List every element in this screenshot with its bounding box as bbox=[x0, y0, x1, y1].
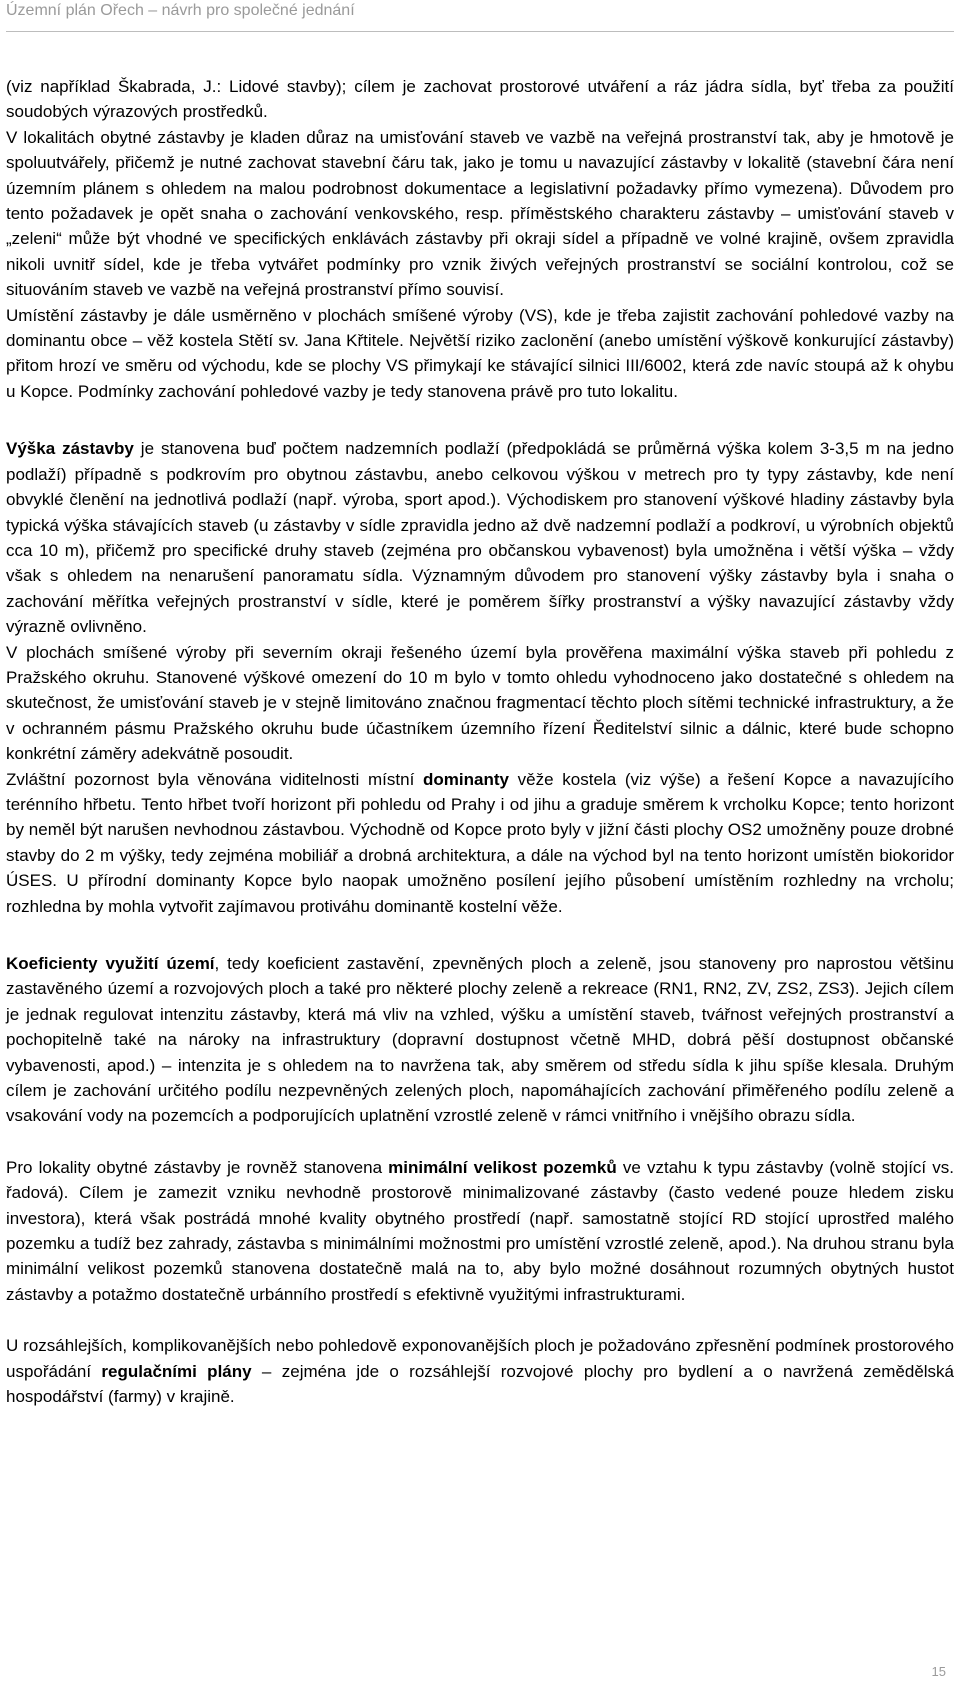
paragraph-coefficients-text: , tedy koeficient zastavění, zpevněných ploch a zeleně, jsou stanoveny pro naprostou většinu zastavěného území a rozvojových ploch a také pro některé plochy zeleně a rekreace (RN1, RN2, ZV, ZS2, ZS3). Jejich cílem je jednak regulovat intenzitu zástavby, která má vliv na vzhled, výšku a umístění staveb, tvářnost veřejných prostranství a pochopitelně také na nároky na infrastruktury (dopravní dostupnost včetně MHD, dobrá pěší dostupnost občanské vybavenosti, apod.) – intenzita je s ohledem na to navržena tak, aby směrem od středu sídla k jihu spíše klesala. Druhým cílem je zachování určitého podílu nezpevněných zelených ploch, napomáhajících zachování přiměřeného podílu zeleně a vsakování vody na pozemcích a podporujících uplatnění vzrostlé zeleně v rámci vnitřního i vnějšího obrazu sídla. bbox=[6, 954, 954, 1126]
document-body bbox=[6, 74, 954, 1410]
paragraph-mixed-production: V plochách smíšené výroby při severním okraji řešeného území byla prověřena maximální výška staveb při pohledu z Pražského okruhu. Stanovené výškové omezení do 10 m bylo v tomto ohledu vyhodnoceno jako dostatečné s ohledem na skutečnost, že umisťování staveb je v stejně limitováno značnou fragmentací těchto ploch sítěmi technické infrastruktury, a že v ochranném pásmu Pražského okruhu bude účastníkem územního řízení Ředitelství silnic a dálnic, které bude schopno konkrétní záměry adekvátně posoudit. bbox=[6, 642, 954, 764]
paragraph-building-placement: V lokalitách obytné zástavby je kladen důraz na umisťování staveb ve vazbě na veřejná prostranství tak, aby je hmotově je spoluutvářely, přičemž je nutné zachovat stavební čáru tak, jako je tomu u navazující zástavby v lokalitě (stavební čára není územním plánem s ohledem na malou podrobnost dokumentace a legislativní požadavky přímo vymezena). Důvodem pro tento požadavek je opět snaha o zachování venkovského, resp. příměstského charakteru zástavby – umisťování staveb v „zeleni“ může být vhodné ve specifických enklávách zástavby při okraji sídel a případně ve volné krajině, ovšem zpravidla nikoli uvnitř sídel, kde je třeba vytvářet podmínky pro vznik živých veřejných prostranství se sociální kontrolou, což se situováním staveb ve vazbě na veřejná prostranství přímo souvisí. bbox=[6, 127, 954, 300]
paragraph-dominants bbox=[6, 767, 954, 919]
paragraph-dominants-lead: Zvláštní pozornost byla věnována viditelnosti místní bbox=[6, 769, 424, 789]
page-number: 15 bbox=[931, 1664, 946, 1679]
paragraph-plot-size-text: ve vztahu k typu zástavby (volně stojící vs. řadová). Cílem je zamezit vzniku nevhodně prostorově minimalizované zástavby (často vedené pouze hledem zisku investora), která však postrádá mnohé kvality obytného prostředí (např. samostatně stojící RD stojící uprostřed malého pozemku a tudíž bez zahrady, zástavba s minimálními možnostmi pro umístění vzrostlé zeleně, apod.). Na druhou stranu byla minimální velikost pozemků stanovena dostatečně malá na to, aby bylo možné dosáhnout rozumných obytných hustot zástavby a potažmo dostatečně urbánního prostředí s efektivně využitými infrastrukturami. bbox=[6, 1157, 954, 1304]
header-divider bbox=[6, 31, 954, 32]
term-dominants: dominanty bbox=[423, 769, 509, 789]
paragraph-regulation-plans-lead: U rozsáhlejších, komplikovanějších nebo pohledově exponovanějších ploch je požadováno zpřesnění podmínek prostorového uspořádání bbox=[6, 1336, 954, 1381]
paragraph-view-axis: Umístění zástavby je dále usměrněno v plochách smíšené výroby (VS), kde je třeba zajistit zachování pohledové vazby na dominantu obce – věž kostela Stětí sv. Jana Křtitele. Největší riziko zaclonění (anebo umístění výškově konkurující zástavby) přitom hrozí ve směru od východu, kde se plochy VS přimykají ke stávající silnici III/6002, která zde navíc stoupá až k ohybu u Kopce. Podmínky zachování pohledové vazby je tedy stanovena právě pro tuto lokalitu. bbox=[6, 305, 954, 401]
paragraph-regulation-plans-text: – zejména jde o rozsáhlejší rozvojové plochy pro bydlení a o navržená zemědělská hospodářství (farmy) v krajině. bbox=[6, 1361, 954, 1407]
term-building-height: Výška zástavby bbox=[6, 439, 134, 459]
term-regulation-plans: regulačními plány bbox=[101, 1361, 252, 1381]
paragraph-building-height bbox=[6, 436, 954, 639]
term-coefficients: Koeficienty využití území bbox=[6, 954, 215, 973]
paragraph-dominants-text: věže kostela (viz výše) a řešení Kopce a navazujícího terénního hřbetu. Tento hřbet tvoří horizont při pohledu od Prahy i od jihu a graduje směrem k vrcholku Kopce; tento horizont by neměl být narušen nevhodnou zástavbou. Východně od Kopce proto byly v jižní části plochy OS2 umožněny pouze drobné stavby do 2 m výšky, tedy zejména mobiliář a drobná architektura, a dále na východ byl na tento horizont umístěn biokoridor ÚSES. U přírodní dominanty Kopce bylo naopak umožněno posílení jejího působení umístěním rozhledny na vrcholu; rozhledna by mohla vytvořit zajímavou protiváhu dominantě kostelní věže. bbox=[6, 769, 954, 916]
paragraph-building-height-text: je stanovena buď počtem nadzemních podlaží (předpokládá se průměrná výška kolem 3-3,5 m na jedno podlaží) případně s podkrovím pro obytnou zástavbu, anebo celkovou výškou v metrech pro ty typy zástavby, kde není obvyklé členění na jednotlivá podlaží (např. výroba, sport apod.). Východiskem pro stanovení výškové hladiny zástavby byla typická výška stávajících staveb (u zástavby v sídle zpravidla jedno až dvě nadzemní podlaží a podkroví, u výrobních objektů cca 10 m), přičemž pro specifické druhy staveb (zejména pro občanskou vybavenost) byla umožněna i větší výška – vždy však s ohledem na nenarušení panoramatu sídla. Významným důvodem pro stanovení výšky zástavby byla i snaha o zachování měřítka veřejných prostranství v sídle, které je poměrem šířky prostranství a výšky navazující zástavby vždy výrazně ovlivněno. bbox=[6, 439, 954, 637]
term-plot-size: minimální velikost pozemků bbox=[388, 1157, 617, 1177]
document-header: Územní plán Ořech – návrh pro společné jednání bbox=[6, 2, 355, 19]
paragraph-plot-size bbox=[6, 1155, 954, 1307]
paragraph-coefficients bbox=[6, 951, 954, 1129]
paragraph-plot-size-lead: Pro lokality obytné zástavby je rovněž stanovena bbox=[6, 1157, 389, 1177]
paragraph-regulation-plans bbox=[6, 1333, 954, 1409]
paragraph-intro: (viz například Škabrada, J.: Lidové stavby); cílem je zachovat prostorové utváření a ráz jádra sídla, byť třeba za použití soudobých výrazových prostředků. bbox=[6, 77, 954, 122]
